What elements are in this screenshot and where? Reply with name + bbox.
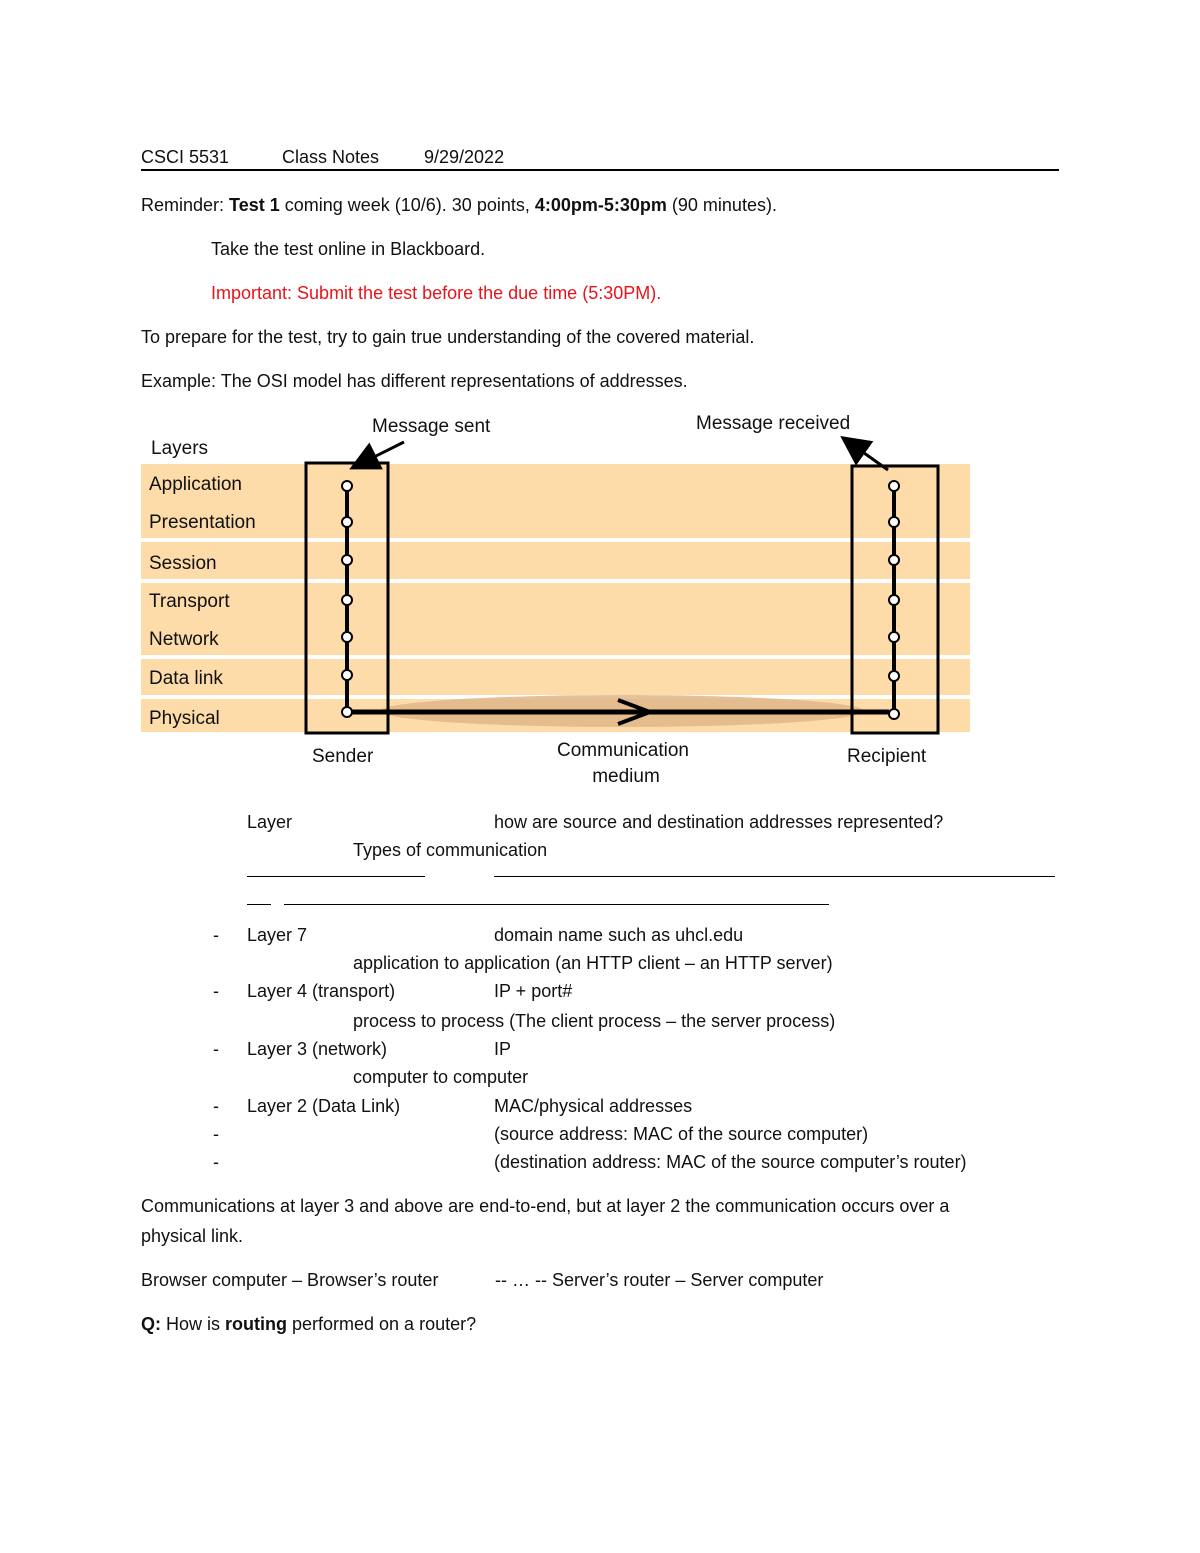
path-left: Browser computer – Browser’s router [141, 1270, 439, 1290]
question-bold-word: routing [225, 1314, 287, 1334]
row-comm: process to process (The client process – the server process) [353, 1011, 836, 1031]
row-layer: Layer 3 (network) [247, 1039, 388, 1059]
reminder-duration: (90 minutes). [666, 195, 777, 215]
row-bullet: - [213, 981, 219, 1001]
reminder-online: Take the test online in Blackboard. [211, 239, 486, 259]
layer-physical: Physical [149, 708, 220, 729]
reminder-time: 4:00pm-5:30pm [534, 195, 667, 215]
doc-date: 9/29/2022 [424, 147, 505, 167]
question-line [141, 1313, 476, 1335]
layer-data-link: Data link [149, 668, 223, 689]
row-address: MAC/physical addresses [494, 1096, 693, 1116]
message-sent-arrow [360, 442, 404, 464]
end-to-end-line-2: physical link. [141, 1226, 244, 1246]
layer-transport: Transport [149, 591, 230, 612]
question-label: Q: [141, 1314, 161, 1334]
doc-type: Class Notes [282, 147, 380, 167]
message-received-label: Message received [696, 413, 851, 434]
row-comm: application to application (an HTTP client – an HTTP server) [353, 953, 833, 973]
question-text-1: How is [161, 1314, 226, 1334]
layer-bands [141, 464, 970, 732]
header-dash-rule-3 [247, 904, 271, 905]
reminder-week: coming week (10/6). 30 points, [279, 195, 535, 215]
course-code: CSCI 5531 [141, 147, 230, 167]
header-dash-rule-1 [247, 876, 425, 877]
layer-network: Network [149, 629, 219, 650]
reminder-test: Test 1 [229, 195, 280, 215]
path-right: -- … -- Server’s router – Server computer [495, 1270, 824, 1290]
row-bullet: - [213, 1124, 219, 1144]
row-bullet: - [213, 1096, 219, 1116]
header-dash-rule-2 [494, 876, 1055, 877]
band-session [141, 542, 970, 579]
row-layer: Layer 2 (Data Link) [247, 1096, 401, 1116]
row-comm: computer to computer [353, 1067, 529, 1087]
col-types-header: Types of communication [353, 840, 548, 860]
end-to-end-line-1: Communications at layer 3 and above are end-to-end, but at layer 2 the communication occurs over a [141, 1196, 950, 1216]
band-data-link [141, 659, 970, 695]
band-application-presentation [141, 464, 970, 538]
reminder-label: Reminder: [141, 195, 230, 215]
row-bullet: - [213, 1039, 219, 1059]
question-text-2: performed on a router? [287, 1314, 477, 1334]
band-transport-network [141, 583, 970, 655]
message-sent-label: Message sent [372, 416, 491, 437]
row-bullet: - [213, 1152, 219, 1172]
row-address: IP + port# [494, 981, 573, 1001]
layer-presentation: Presentation [149, 512, 256, 533]
row-layer: Layer 4 (transport) [247, 981, 396, 1001]
layer-application: Application [149, 474, 242, 495]
prepare-text: To prepare for the test, try to gain true understanding of the covered material. [141, 327, 755, 347]
sender-label: Sender [312, 746, 374, 767]
row-bullet: - [213, 925, 219, 945]
col-question-header: how are source and destination addresses represented? [494, 812, 944, 832]
reminder-important: Important: Submit the test before the due time (5:30PM). [211, 283, 662, 303]
layers-title: Layers [151, 438, 209, 459]
row-address: (source address: MAC of the source computer) [494, 1124, 869, 1144]
layer-session: Session [149, 553, 217, 574]
col-layer-header: Layer [247, 812, 293, 832]
row-address: domain name such as uhcl.edu [494, 925, 744, 945]
example-text: Example: The OSI model has different representations of addresses. [141, 371, 688, 391]
recipient-label: Recipient [847, 746, 927, 767]
row-address: (destination address: MAC of the source computer’s router) [494, 1152, 967, 1172]
row-layer: Layer 7 [247, 925, 308, 945]
medium-label-1: Communication [557, 740, 689, 761]
header-dash-rule-4 [284, 904, 829, 905]
row-address: IP [494, 1039, 512, 1059]
medium-label-2: medium [592, 766, 660, 787]
